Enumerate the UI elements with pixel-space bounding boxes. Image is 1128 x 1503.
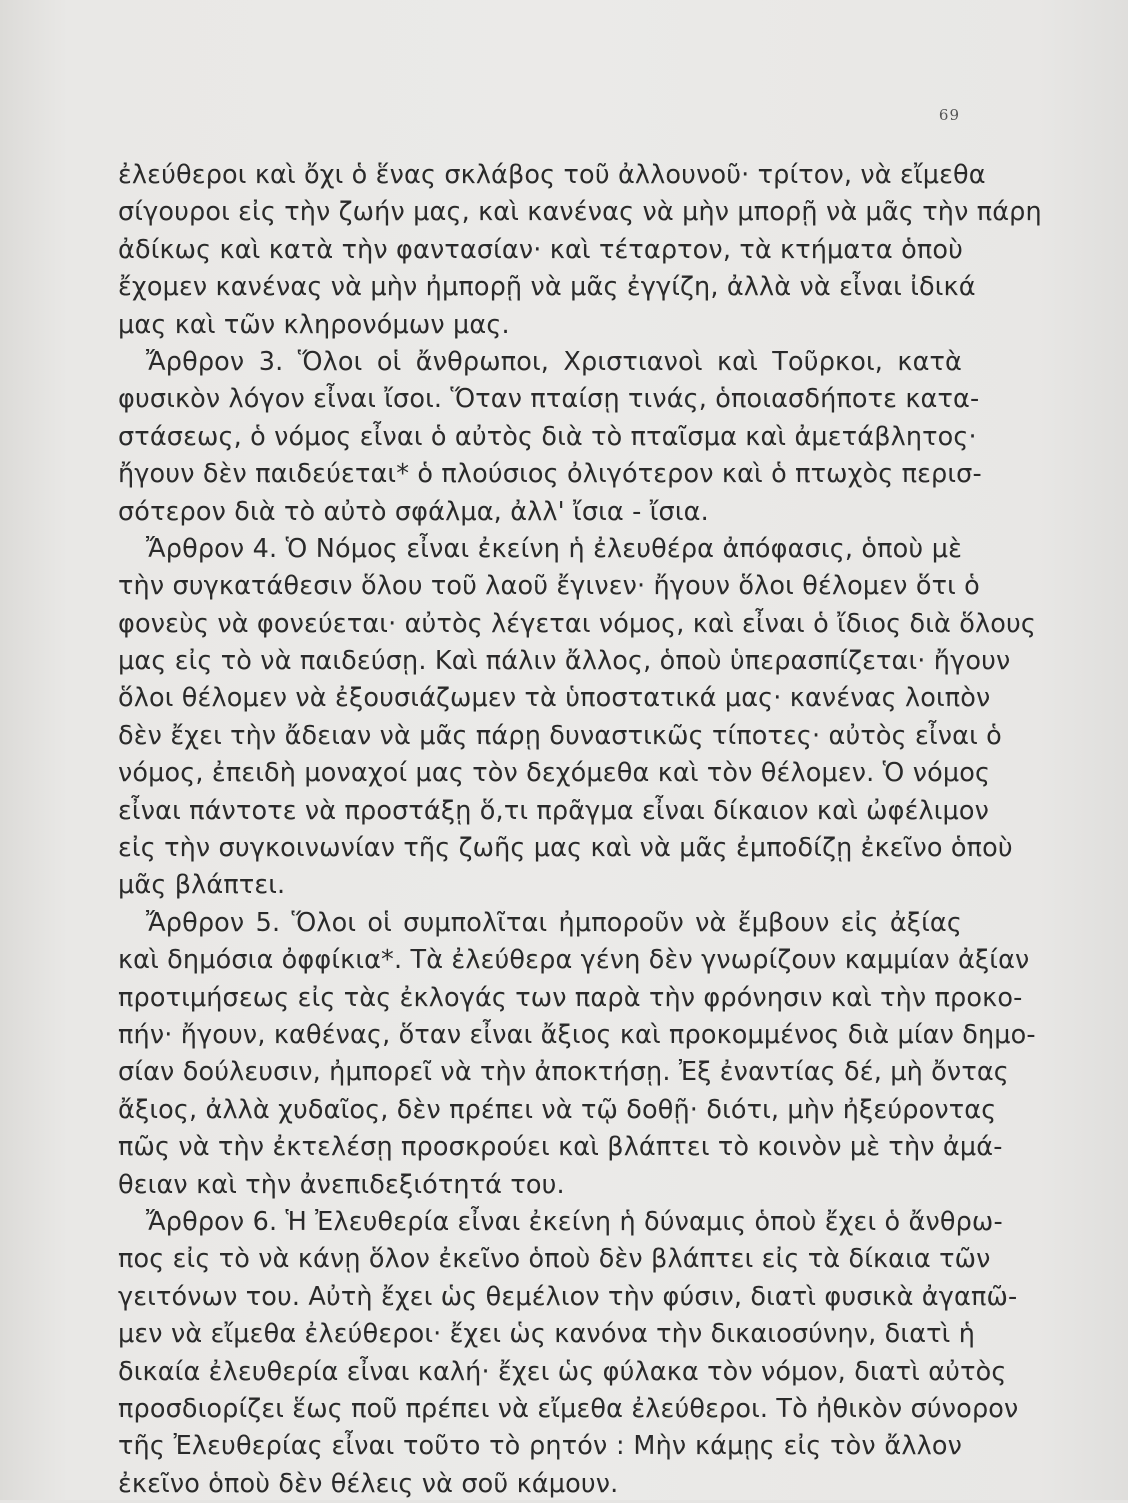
- text-line: δὲν ἔχει τὴν ἄδειαν νὰ μᾶς πάρῃ δυναστικῶς τίποτες· αὐτὸς εἶναι ὁ: [118, 720, 1002, 751]
- text-line: σίγουροι εἰς τὴν ζωήν μας, καὶ κανένας νὰ μὴν μπορῇ νὰ μᾶς τὴν πάρη: [118, 197, 1042, 228]
- body-text: [118, 157, 1042, 1503]
- text-line: πος εἰς τὸ νὰ κάνῃ ὅλον ἐκεῖνο ὁποὺ δὲν βλάπτει εἰς τὰ δίκαια τῶν: [118, 1244, 991, 1275]
- text-line: ἐλεύθεροι καὶ ὄχι ὁ ἕνας σκλάβος τοῦ ἀλλουνοῦ· τρίτον, νὰ εἴμεθα: [118, 160, 986, 190]
- text-line: ἤγουν δὲν παιδεύεται* ὁ πλούσιος ὀλιγότερον καὶ ὁ πτωχὸς περισ-: [118, 459, 982, 490]
- text-line: εἶναι πάντοτε νὰ προστάξῃ ὅ,τι πρᾶγμα εἶναι δίκαιον καὶ ὠφέλιμον: [118, 795, 990, 826]
- text-line: θειαν καὶ τὴν ἀνεπιδεξιότητά του.: [118, 1169, 565, 1200]
- text-line: Ἄρθρον 4. Ὁ Νόμος εἶναι ἐκείνη ἡ ἐλευθέρα ἀπόφασις, ὁποὺ μὲ: [146, 533, 962, 564]
- text-line: προτιμήσεως εἰς τὰς ἐκλογάς των παρὰ τὴν φρόνησιν καὶ τὴν προκο-: [118, 982, 1023, 1013]
- text-line: μεν νὰ εἴμεθα ἐλεύθεροι· ἔχει ὡς κανόνα τὴν δικαιοσύνην, διατὶ ἡ: [118, 1319, 976, 1350]
- text-line: ὅλοι θέλομεν νὰ ἐξουσιάζωμεν τὰ ὑποστατικά μας· κανένας λοιπὸν: [118, 683, 991, 714]
- text-line: εἰς τὴν συγκοινωνίαν τῆς ζωῆς μας καὶ νὰ μᾶς ἐμποδίζῃ ἐκεῖνο ὁποὺ: [118, 833, 1013, 864]
- text-line: ἔχομεν κανένας νὰ μὴν ἠμπορῇ νὰ μᾶς ἐγγίζη, ἀλλὰ νὰ εἶναι ἰδικά: [118, 272, 976, 303]
- text-line: Ἄρθρον 6. Ἡ Ἐλευθερία εἶναι ἐκείνη ἡ δύναμις ὁποὺ ἔχει ὁ ἄνθρω-: [146, 1206, 1003, 1237]
- text-line: φυσικὸν λόγον εἶναι ἴσοι. Ὅταν πταίσῃ τινάς, ὁποιασδήποτε κατα-: [118, 384, 980, 415]
- text-line: φονεὺς νὰ φονεύεται· αὐτὸς λέγεται νόμος, καὶ εἶναι ὁ ἴδιος διὰ ὅλους: [118, 608, 1037, 639]
- text-line: μᾶς βλάπτει.: [118, 870, 286, 901]
- text-line: νόμος, ἐπειδὴ μοναχοί μας τὸν δεχόμεθα καὶ τὸν θέλομεν. Ὁ νόμος: [118, 758, 991, 789]
- text-line: πήν· ἤγουν, καθένας, ὅταν εἶναι ἄξιος καὶ προκομμένος διὰ μίαν δημο-: [118, 1019, 1036, 1050]
- text-line: προσδιορίζει ἕως ποῦ πρέπει νὰ εἴμεθα ἐλεύθεροι. Τὸ ἠθικὸν σύνορον: [118, 1393, 1019, 1424]
- text-line: ἀδίκως καὶ κατὰ τὴν φαντασίαν· καὶ τέταρτον, τὰ κτήματα ὁποὺ: [118, 234, 964, 265]
- text-line: πῶς νὰ τὴν ἐκτελέσῃ προσκρούει καὶ βλάπτει τὸ κοινὸν μὲ τὴν ἀμά-: [118, 1132, 1003, 1163]
- text-line: Ἄρθρον 5. Ὅλοι οἱ συμπολῖται ἠμποροῦν νὰ ἔμβουν εἰς ἀξίας: [146, 907, 962, 938]
- page-number: 69: [938, 106, 960, 124]
- text-line: τὴν συγκατάθεσιν ὅλου τοῦ λαοῦ ἔγινεν· ἤγουν ὅλοι θέλομεν ὅτι ὁ: [118, 571, 980, 602]
- text-line: στάσεως, ὁ νόμος εἶναι ὁ αὐτὸς διὰ τὸ πταῖσμα καὶ ἀμετάβλητος·: [118, 421, 977, 452]
- text-line: τῆς Ἐλευθερίας εἶναι τοῦτο τὸ ρητόν : Μὴν κάμῃς εἰς τὸν ἄλλον: [118, 1431, 962, 1462]
- text-line: σότερον διὰ τὸ αὐτὸ σφάλμα, ἀλλ' ἴσια - ἴσια.: [118, 496, 709, 527]
- text-line: μας εἰς τὸ νὰ παιδεύσῃ. Καὶ πάλιν ἄλλος, ὁποὺ ὑπερασπίζεται· ἤγουν: [118, 646, 1011, 677]
- text-line: μας καὶ τῶν κληρονόμων μας.: [118, 309, 510, 340]
- text-line: ἄξιος, ἀλλὰ χυδαῖος, δὲν πρέπει νὰ τῷ δοθῇ· διότι, μὴν ἠξεύροντας: [118, 1094, 997, 1125]
- text-line: σίαν δούλευσιν, ἠμπορεῖ νὰ τὴν ἀποκτήσῃ. Ἐξ ἐναντίας δέ, μὴ ὄντας: [118, 1057, 1009, 1088]
- text-line: ἐκεῖνο ὁποὺ δὲν θέλεις νὰ σοῦ κάμουν.: [118, 1468, 619, 1499]
- text-line: γειτόνων του. Αὐτὴ ἔχει ὡς θεμέλιον τὴν φύσιν, διατὶ φυσικὰ ἀγαπῶ-: [118, 1281, 1018, 1312]
- text-line: Ἄρθρον 3. Ὅλοι οἱ ἄνθρωποι, Χριστιανοὶ καὶ Τοῦρκοι, κατὰ: [146, 346, 962, 377]
- text-line: δικαία ἐλευθερία εἶναι καλή· ἔχει ὡς φύλακα τὸν νόμον, διατὶ αὐτὸς: [118, 1356, 1007, 1387]
- text-line: καὶ δημόσια ὀφφίκια*. Τὰ ἐλεύθερα γένη δὲν γνωρίζουν καμμίαν ἀξίαν: [118, 945, 1030, 976]
